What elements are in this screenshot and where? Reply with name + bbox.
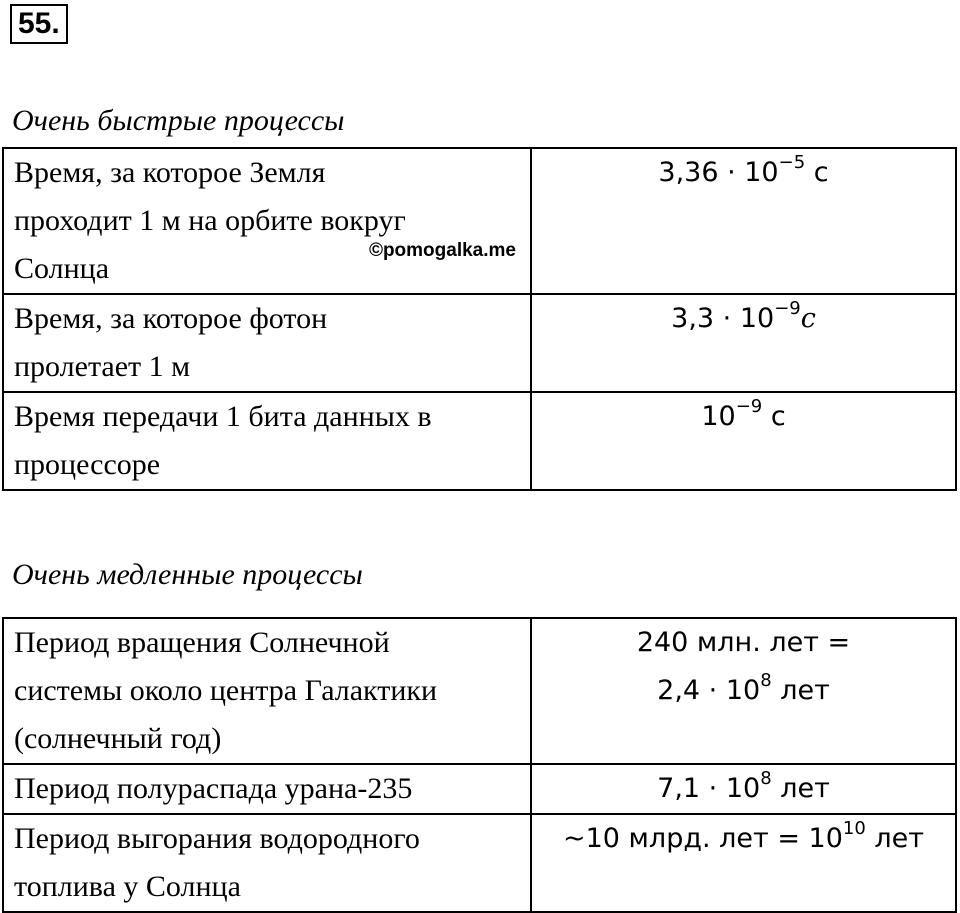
description-line: топлива у Солнца <box>14 870 241 903</box>
description-line: системы около центра Галактики <box>14 674 438 707</box>
value-cell <box>531 294 956 392</box>
description-line: пролетает 1 м <box>14 350 191 383</box>
value-unit: лет <box>771 675 830 706</box>
value-unit: с <box>762 401 786 432</box>
description-line: Период вращения Солнечной <box>14 626 390 659</box>
value-cell <box>531 392 956 490</box>
description-line: проходит 1 м на орбите вокруг <box>14 204 406 237</box>
value-mantissa: 10 <box>701 401 736 432</box>
value-cell <box>531 148 956 294</box>
value-unit: с <box>805 157 829 188</box>
value-mantissa: 2,4 · 10 <box>657 675 761 706</box>
value-exponent: −9 <box>735 396 763 417</box>
value-cell <box>531 814 956 912</box>
value-mantissa: ~10 млрд. лет = 10 <box>563 823 843 854</box>
description-line: процессоре <box>14 448 161 481</box>
watermark: ©pomogalka.me <box>368 240 516 261</box>
problem-number: 55. <box>10 4 68 44</box>
description-line: Период полураспада урана-235 <box>14 772 413 805</box>
value-exponent: 10 <box>842 818 866 839</box>
value-unit: лет <box>865 823 924 854</box>
value-exponent: 8 <box>760 768 772 789</box>
value-line: 240 млн. лет = <box>636 627 851 658</box>
description-cell <box>3 148 531 294</box>
table-row <box>3 814 956 912</box>
value-cell <box>531 618 956 764</box>
section-title-fast: Очень быстрые процессы <box>12 104 345 137</box>
table-row <box>3 392 956 490</box>
table-row <box>3 294 956 392</box>
description-line: Время, за которое Земля <box>14 156 326 189</box>
fast-processes-table <box>2 147 957 491</box>
description-cell <box>3 294 531 392</box>
value-mantissa: 3,36 · 10 <box>658 157 779 188</box>
description-line: Период выгорания водородного <box>14 822 420 855</box>
value-mantissa: 7,1 · 10 <box>657 773 761 804</box>
description-line: (солнечный год) <box>14 722 222 755</box>
description-cell <box>3 764 531 814</box>
value-exponent: −9 <box>774 298 801 319</box>
table-row <box>3 618 956 764</box>
description-line: Солнца <box>14 252 110 285</box>
value-cell <box>531 764 956 814</box>
value-exponent: −5 <box>778 152 806 173</box>
value-line <box>532 667 955 715</box>
description-cell <box>3 814 531 912</box>
value-unit: с <box>800 303 816 334</box>
description-line: Время, за которое фотон <box>14 302 328 335</box>
table-row <box>3 764 956 814</box>
value-exponent: 8 <box>760 670 772 691</box>
value-mantissa: 3,3 · 10 <box>671 303 775 334</box>
description-line: Время передачи 1 бита данных в <box>14 400 432 433</box>
description-cell <box>3 392 531 490</box>
table-row <box>3 148 956 294</box>
section-title-slow: Очень медленные процессы <box>12 558 363 591</box>
description-cell <box>3 618 531 764</box>
value-unit: лет <box>771 773 830 804</box>
slow-processes-table <box>2 617 957 913</box>
